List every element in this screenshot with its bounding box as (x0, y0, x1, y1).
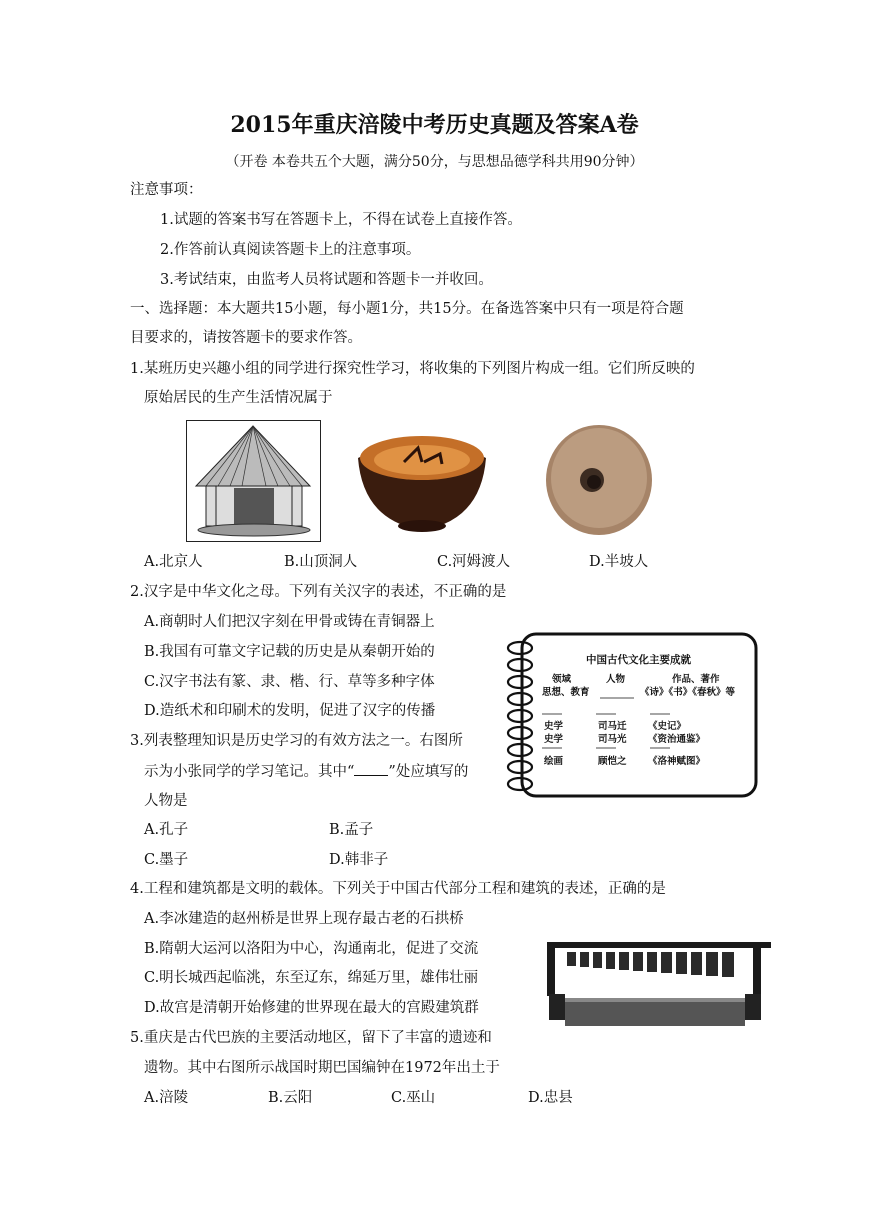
q1-option-d: D.半坡人 (589, 554, 649, 570)
q1-option-b: B.山顶洞人 (284, 554, 358, 570)
notebook-cell: 《史记》 (648, 721, 687, 732)
chime-bells-image (545, 938, 775, 1030)
exam-subtitle: （开卷 本卷共五个大题，满分50分，与思想品德学科共用90分钟） (225, 154, 644, 170)
q5-stem: 5.重庆是古代巴族的主要活动地区，留下了丰富的遗迹和 (130, 1030, 492, 1046)
notebook-cell: 绘画 (544, 756, 564, 767)
q3-stem-cont (144, 761, 468, 782)
notebook-cell: 顾恺之 (598, 756, 627, 767)
q4-option-c: C.明长城西起临洮，东至辽东，绵延万里，雄伟壮丽 (144, 970, 479, 986)
q3-option-d: D.韩非子 (329, 852, 389, 868)
q5-option-a: A.涪陵 (144, 1090, 189, 1106)
notebook-header-person: 人物 (606, 674, 626, 685)
q2-option-b: B.我国有可靠文字记载的历史是从秦朝开始的 (144, 644, 435, 660)
notebook-header-works: 作品、著作 (672, 674, 720, 685)
notebook-cell: 《洛神赋图》 (648, 756, 706, 767)
notebook-title: 中国古代文化主要成就 (586, 654, 691, 666)
notebook-cell: 思想、教育 (542, 687, 590, 698)
study-notebook-figure (500, 632, 760, 800)
q2-option-d: D.造纸术和印刷术的发明，促进了汉字的传播 (144, 703, 436, 719)
notice-item: 2.作答前认真阅读答题卡上的注意事项。 (160, 242, 421, 258)
section-heading: 一、选择题：本大题共15小题，每小题1分，共15分。在备选答案中只有一项是符合题 (130, 301, 684, 317)
notice-item: 3.考试结束，由监考人员将试题和答题卡一并收回。 (160, 272, 493, 288)
q5-stem-cont: 遗物。其中右图所示战国时期巴国编钟在1972年出土于 (144, 1060, 500, 1076)
notebook-cell: 《资治通鉴》 (648, 734, 706, 745)
notebook-header-field: 领域 (552, 674, 572, 685)
q2-option-a: A.商朝时人们把汉字刻在甲骨或铸在青铜器上 (144, 614, 435, 630)
notebook-cell: 史学 (544, 734, 564, 745)
q3-option-b: B.孟子 (329, 822, 374, 838)
q2-stem: 2.汉字是中华文化之母。下列有关汉字的表述，不正确的是 (130, 584, 507, 600)
q4-option-a: A.李冰建造的赵州桥是世界上现存最古老的石拱桥 (144, 911, 464, 927)
q3-stem-part: 示为小张同学的学习笔记。其中“ (144, 764, 355, 780)
notice-heading: 注意事项： (130, 182, 203, 198)
q1-option-c: C.河姆渡人 (437, 554, 511, 570)
q3-stem: 3.列表整理知识是历史学习的有效方法之一。右图所 (130, 733, 463, 749)
notice-item: 1.试题的答案书写在答题卡上，不得在试卷上直接作答。 (160, 212, 522, 228)
pottery-bowl-image (352, 428, 492, 536)
q4-option-b: B.隋朝大运河以洛阳为中心，沟通南北，促进了交流 (144, 941, 479, 957)
q5-option-d: D.忠县 (528, 1090, 573, 1106)
hut-image (186, 420, 321, 542)
notebook-cell: 史学 (544, 721, 564, 732)
q1-stem-cont: 原始居民的生产生活情况属于 (144, 390, 333, 406)
q3-stem-part: ”处应填写的 (388, 764, 469, 780)
q4-stem: 4.工程和建筑都是文明的载体。下列关于中国古代部分工程和建筑的表述，正确的是 (130, 881, 666, 897)
q3-option-a: A.孔子 (144, 822, 189, 838)
page-title: 2015年重庆涪陵中考历史真题及答案A卷 (230, 112, 639, 138)
stone-spindle-image (542, 420, 656, 538)
notebook-cell: 司马迁 (598, 721, 627, 732)
notebook-cell: 《诗》《书》《春秋》等 (640, 687, 736, 698)
q3-option-c: C.墨子 (144, 852, 189, 868)
q3-stem-cont: 人物是 (144, 793, 188, 809)
q2-option-c: C.汉字书法有篆、隶、楷、行、草等多种字体 (144, 674, 435, 690)
q4-option-d: D.故宫是清朝开始修建的世界现在最大的宫殿建筑群 (144, 1000, 479, 1016)
q1-stem: 1.某班历史兴趣小组的同学进行探究性学习，将收集的下列图片构成一组。它们所反映的 (130, 361, 695, 377)
answer-blank (354, 761, 388, 776)
q5-option-c: C.巫山 (391, 1090, 436, 1106)
q1-option-a: A.北京人 (144, 554, 203, 570)
notebook-cell: 司马光 (598, 734, 627, 745)
q5-option-b: B.云阳 (268, 1090, 313, 1106)
section-heading-cont: 目要求的，请按答题卡的要求作答。 (130, 330, 362, 346)
